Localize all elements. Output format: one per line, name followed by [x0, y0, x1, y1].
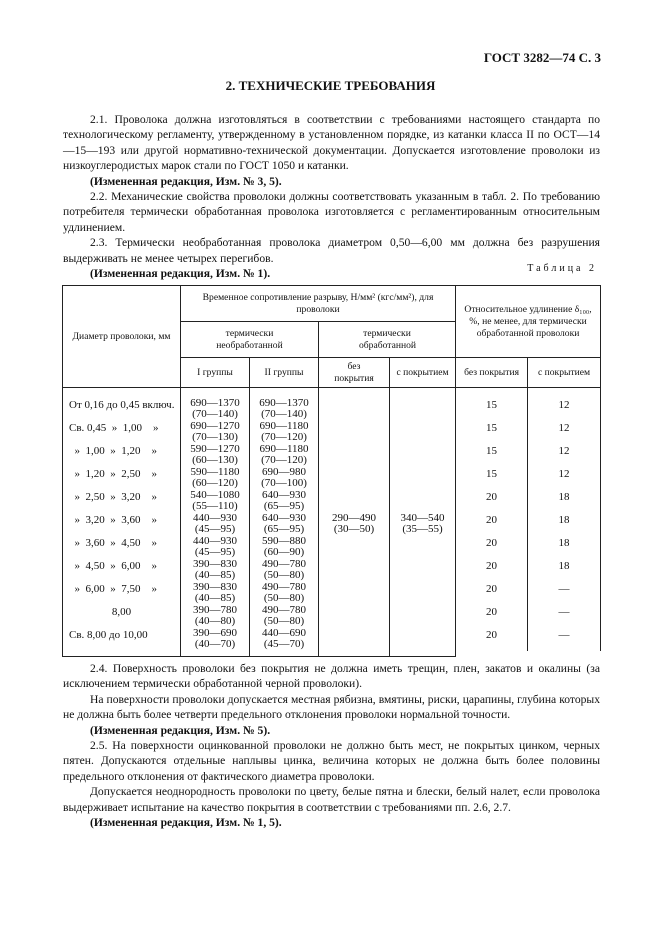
amendment-note: (Измененная редакция, Изм. № 1, 5).: [90, 816, 282, 830]
amendment-note: (Измененная редакция, Изм. № 3, 5).: [90, 174, 282, 188]
header-treated-coat: с покрытием: [390, 358, 456, 388]
cell-group-2: 640—930 (65—95): [250, 490, 319, 513]
cell-elong-coat: 12: [528, 421, 601, 444]
cell-elong-no-coat: 20: [456, 513, 528, 536]
text-block-top: [63, 112, 600, 281]
header-treated-no-coat: без покрытия: [319, 358, 390, 388]
cell-treated-coat: 340—540 (35—55): [390, 398, 456, 651]
cell-diameter: » 4,50 » 6,00 »: [63, 559, 181, 582]
cell-group-2: 690—980 (70—100): [250, 467, 319, 490]
cell-treated-no-coat: 290—490 (30—50): [319, 398, 390, 651]
page-header: ГОСТ 3282—74 С. 3: [483, 50, 601, 65]
paragraph: 2.1. Проволока должна изготовляться в соответствии с требованиями настоящего стандарта по технологическому регламенту, утвержденному в установленном порядке, из катанки класса II по ОСТ—14—15—193 или другой нормативно-технической документации. Допускается изготовление проволоки из низкоуглеродистых марок стали по ГОСТ 1050 и катанки.: [63, 113, 600, 173]
cell-elong-coat: 18: [528, 536, 601, 559]
paragraph: 2.2. Механические свойства проволоки должны соответствовать указанным в табл. 2. По требованию потребителя термически обработанная проволока изготовляется с регламентированным относительным удлинением.: [63, 190, 600, 234]
cell-elong-no-coat: 15: [456, 467, 528, 490]
cell-diameter: » 3,20 » 3,60 »: [63, 513, 181, 536]
cell-elong-coat: 12: [528, 398, 601, 421]
paragraph: 2.3. Термически необработанная проволока диаметром 0,50—6,00 мм должна без разрушения выдерживать не менее четырех перегибов.: [63, 236, 600, 265]
cell-elong-no-coat: 20: [456, 605, 528, 628]
header-elong-no-coat: без покрытия: [456, 358, 528, 388]
cell-elong-coat: 18: [528, 490, 601, 513]
cell-diameter: » 3,60 » 4,50 »: [63, 536, 181, 559]
header-elongation: Относительное удлинение δ₁₀₀, %, не менее, для термически обработанной проволоки: [456, 286, 601, 358]
cell-group-2: 690—1180 (70—120): [250, 444, 319, 467]
header-group-2: II группы: [250, 358, 319, 388]
cell-elong-no-coat: 15: [456, 444, 528, 467]
cell-diameter: » 1,20 » 2,50 »: [63, 467, 181, 490]
cell-elong-coat: 12: [528, 467, 601, 490]
text-block-bottom: [63, 661, 600, 830]
spec-table: [62, 285, 601, 657]
cell-elong-coat: 12: [528, 444, 601, 467]
cell-group-1: 690—1370 (70—140): [181, 398, 250, 421]
cell-group-2: 690—1370 (70—140): [250, 398, 319, 421]
cell-elong-coat: 18: [528, 513, 601, 536]
header-diameter: Диаметр проволоки, мм: [63, 286, 181, 388]
header-elong-coat: с покрытием: [528, 358, 601, 388]
cell-elong-no-coat: 15: [456, 398, 528, 421]
cell-group-1: 690—1270 (70—130): [181, 421, 250, 444]
cell-group-1: 590—1180 (60—120): [181, 467, 250, 490]
cell-group-2: 440—690 (45—70): [250, 628, 319, 651]
cell-diameter: 8,00: [63, 605, 181, 628]
table-label: Таблица 2: [527, 263, 597, 274]
cell-diameter: » 6,00 » 7,50 »: [63, 582, 181, 605]
paragraph: Допускается неоднородность проволоки по цвету, белые пятна и блески, белый налет, если проволока выдерживает испытание на качество покрытия в соответствии с требованиями пп. 2.6, 2.7.: [63, 785, 600, 814]
header-treated: термически обработанной: [319, 322, 456, 358]
paragraph: На поверхности проволоки допускается местная рябизна, вмятины, риски, царапины, глубина которых не должна быть более четверти предельного отклонения проволоки нормальной точности.: [63, 692, 600, 722]
cell-group-2: 690—1180 (70—120): [250, 421, 319, 444]
cell-group-1: 590—1270 (60—130): [181, 444, 250, 467]
cell-group-2: 490—780 (50—80): [250, 605, 319, 628]
cell-elong-coat: —: [528, 582, 601, 605]
cell-group-2: 490—780 (50—80): [250, 582, 319, 605]
cell-group-2: 590—880 (60—90): [250, 536, 319, 559]
cell-diameter: » 2,50 » 3,20 »: [63, 490, 181, 513]
cell-group-1: 390—830 (40—85): [181, 582, 250, 605]
cell-elong-coat: 18: [528, 559, 601, 582]
cell-group-1: 540—1080 (55—110): [181, 490, 250, 513]
cell-group-1: 390—780 (40—80): [181, 605, 250, 628]
cell-elong-coat: —: [528, 605, 601, 628]
cell-group-1: 440—930 (45—95): [181, 513, 250, 536]
cell-elong-no-coat: 20: [456, 536, 528, 559]
cell-diameter: От 0,16 до 0,45 включ.: [63, 398, 181, 421]
paragraph: 2.4. Поверхность проволоки без покрытия не должна иметь трещин, плен, закатов и окалины (за исключением термически обработанной черной проволоки).: [63, 662, 600, 691]
cell-elong-no-coat: 20: [456, 490, 528, 513]
cell-diameter: Св. 8,00 до 10,00: [63, 628, 181, 651]
cell-elong-no-coat: 15: [456, 421, 528, 444]
cell-elong-coat: —: [528, 628, 601, 651]
cell-elong-no-coat: 20: [456, 628, 528, 651]
amendment-note: (Измененная редакция, Изм. № 1).: [90, 267, 271, 281]
cell-group-1: 390—830 (40—85): [181, 559, 250, 582]
table-row: [63, 398, 601, 421]
cell-group-2: 640—930 (65—95): [250, 513, 319, 536]
header-untreated: термически необработанной: [181, 322, 319, 358]
header-strength: Временное сопротивление разрыву, Н/мм² (кгс/мм²), для проволоки: [181, 286, 456, 322]
cell-diameter: Св. 0,45 » 1,00 »: [63, 421, 181, 444]
cell-group-2: 490—780 (50—80): [250, 559, 319, 582]
cell-diameter: » 1,00 » 1,20 »: [63, 444, 181, 467]
cell-elong-no-coat: 20: [456, 559, 528, 582]
paragraph: 2.5. На поверхности оцинкованной проволоки не должно быть мест, не покрытых цинком, черных пятен. Допускаются отдельные наплывы цинка, величина которых не должна быть более половины предельного отклонения от фактического диаметра проволоки.: [63, 739, 600, 783]
section-title: 2. ТЕХНИЧЕСКИЕ ТРЕБОВАНИЯ: [225, 78, 436, 93]
cell-group-1: 440—930 (45—95): [181, 536, 250, 559]
cell-elong-no-coat: 20: [456, 582, 528, 605]
cell-group-1: 390—690 (40—70): [181, 628, 250, 651]
amendment-note: (Измененная редакция, Изм. № 5).: [90, 723, 271, 737]
header-group-1: I группы: [181, 358, 250, 388]
